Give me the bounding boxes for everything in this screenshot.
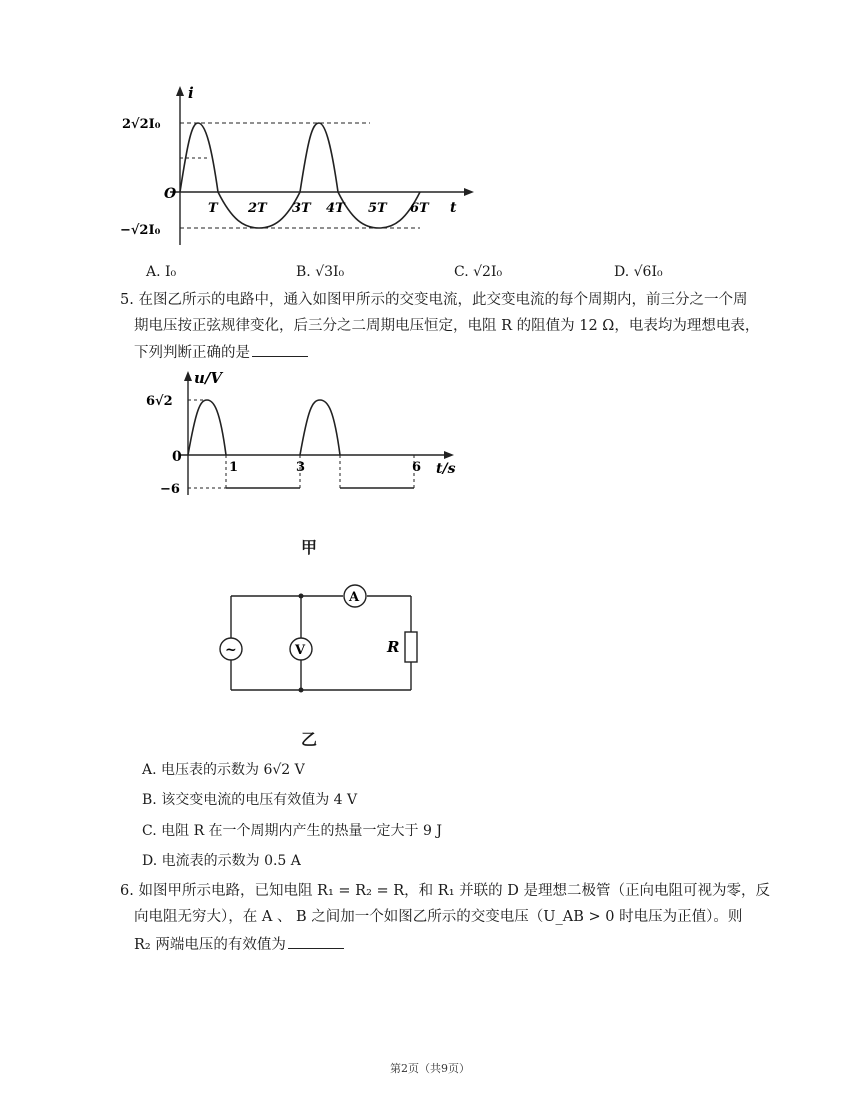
caption-yi: 乙 xyxy=(301,730,318,749)
tick-6: 6 xyxy=(412,460,422,475)
tick-4T: 4T xyxy=(326,201,345,216)
tick-2T: 2T xyxy=(248,201,267,216)
tick-1: 1 xyxy=(229,460,239,475)
current-graph xyxy=(120,80,480,255)
q5-option-b[interactable]: B. 该交变电流的电压有效值为 4 V xyxy=(142,792,358,808)
origin-label: O xyxy=(164,186,177,202)
page-footer: 第2页（共9页） xyxy=(390,1062,470,1075)
q5-line-1: 5. 在图乙所示的电路中，通入如图甲所示的交变电流，此交变电流的每个周期内，前三分之一个周 xyxy=(120,292,748,308)
q5-option-a[interactable]: A. 电压表的示数为 6√2 V xyxy=(142,762,305,778)
ac-source-icon: ~ xyxy=(225,642,237,658)
q5-line-2: 期电压按正弦规律变化，后三分之二周期电压恒定，电阻 R 的阻值为 12 Ω，电表均为理想电表， xyxy=(134,318,760,334)
q5-line-3 xyxy=(134,342,308,363)
q4-option-c[interactable]: C. √2I₀ xyxy=(454,264,503,280)
axis-label-t: t xyxy=(450,200,457,216)
axis-label-i: i xyxy=(188,84,194,102)
origin-label-0: 0 xyxy=(172,449,182,465)
tick-3T: 3T xyxy=(292,201,311,216)
axis-label-u: u/V xyxy=(194,369,223,387)
circuit-diagram xyxy=(215,582,425,697)
y-top-label-6r2: 6√2 xyxy=(146,394,173,409)
tick-6T: 6T xyxy=(410,201,429,216)
q5-answer-blank[interactable] xyxy=(252,342,308,357)
y-bottom-label: −√2I₀ xyxy=(120,223,161,238)
q4-option-a[interactable]: A. I₀ xyxy=(146,264,177,280)
y-top-label: 2√2I₀ xyxy=(122,117,161,132)
axis-label-ts: t/s xyxy=(436,461,456,477)
q4-option-b[interactable]: B. √3I₀ xyxy=(296,264,345,280)
resistor-label: R xyxy=(387,638,400,656)
tick-T: T xyxy=(208,201,218,216)
y-bottom-label-neg6: −6 xyxy=(160,482,180,497)
ammeter-icon: A xyxy=(349,590,360,605)
voltage-graph xyxy=(140,365,470,500)
q5-option-c[interactable]: C. 电阻 R 在一个周期内产生的热量一定大于 9 J xyxy=(142,823,442,839)
q5-option-d[interactable]: D. 电流表的示数为 0.5 A xyxy=(142,853,301,869)
q6-answer-blank[interactable] xyxy=(288,934,344,949)
tick-3: 3 xyxy=(296,460,306,475)
voltmeter-icon: V xyxy=(295,643,306,658)
q6-line-3-text: R₂ 两端电压的有效值为 xyxy=(134,937,286,953)
caption-jia: 甲 xyxy=(301,538,318,557)
tick-5T: 5T xyxy=(368,201,387,216)
q5-line-3-text: 下列判断正确的是 xyxy=(134,345,250,361)
q4-option-d[interactable]: D. √6I₀ xyxy=(614,264,663,280)
q6-line-2: 向电阻无穷大），在 A 、 B 之间加一个如图乙所示的交变电压（U_AB > 0 时电压为正值）。则 xyxy=(134,909,743,925)
q6-line-3 xyxy=(134,934,344,955)
q6-line-1: 6. 如图甲所示电路，已知电阻 R₁ = R₂ = R，和 R₁ 并联的 D 是理想二极管（正向电阻可视为零，反 xyxy=(120,883,770,899)
